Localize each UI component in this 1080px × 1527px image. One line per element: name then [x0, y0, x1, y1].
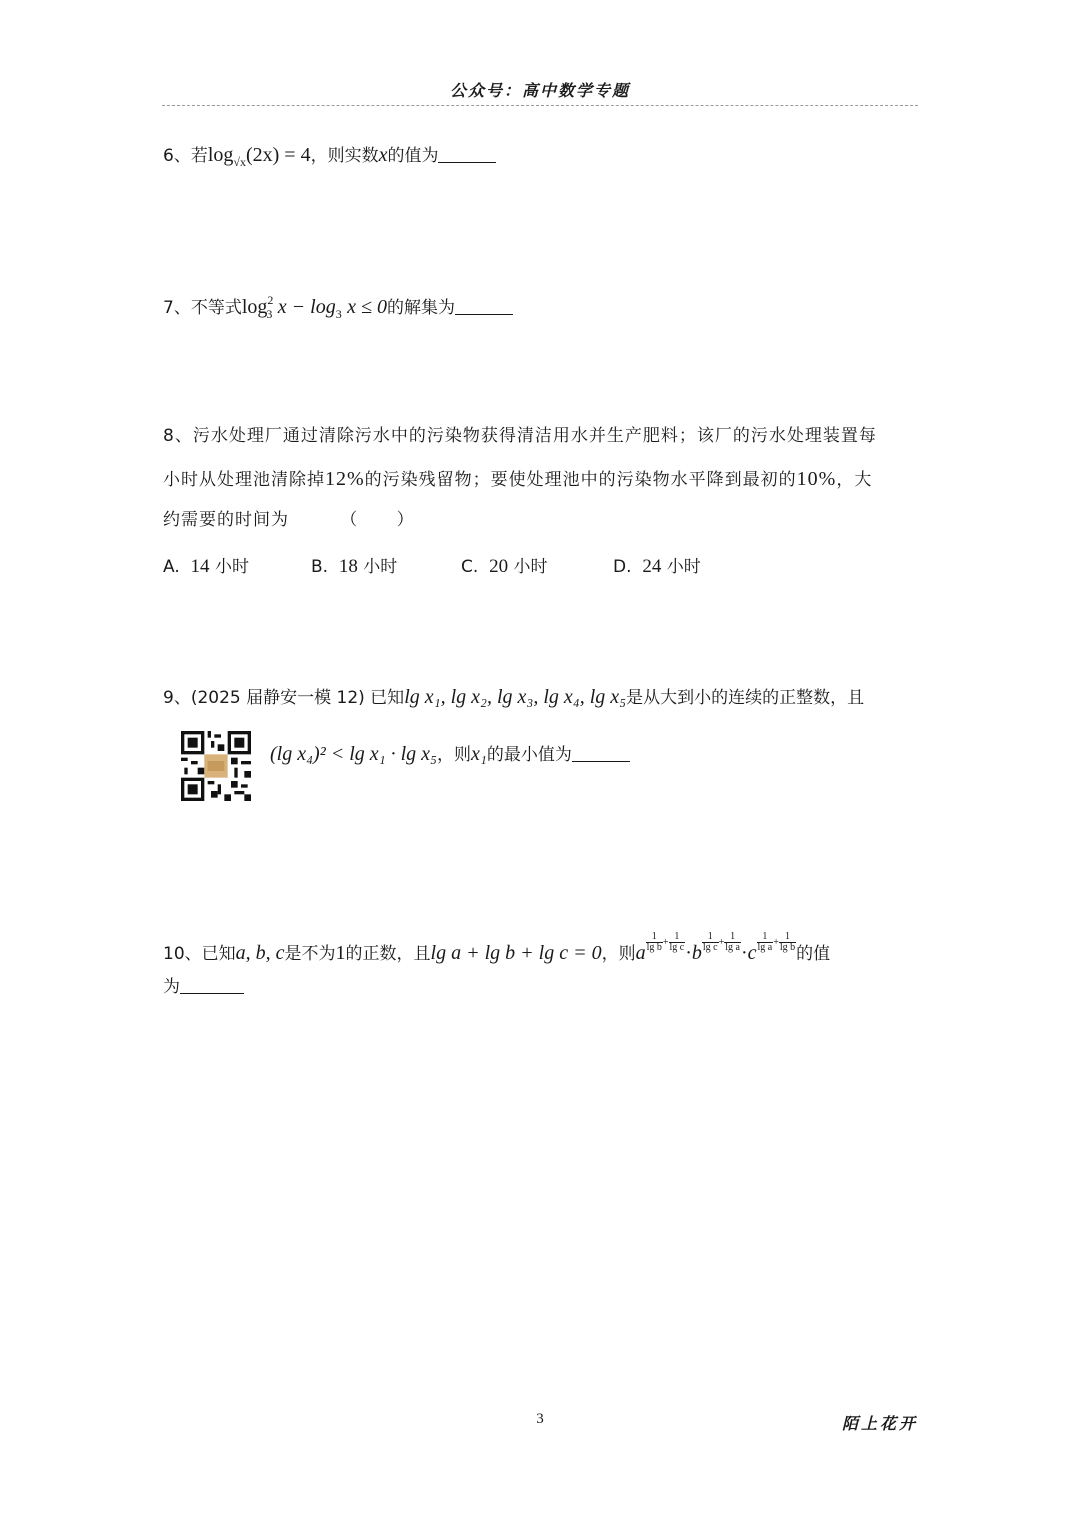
q10-mid3: ，则 — [601, 943, 636, 964]
q10-dot-2: · — [740, 941, 748, 964]
q6-log: log — [207, 144, 234, 166]
qr-code-image[interactable] — [181, 731, 251, 801]
q7-answer-blank — [455, 296, 513, 315]
q7-sup: 2 — [267, 293, 274, 307]
q10-exp-b-plus: + — [718, 936, 725, 948]
q8-text-b: 的污染残留物；要使处理池中的污染物水平降到最初的 — [364, 470, 797, 490]
q6-arg: (2x) = 4 — [245, 144, 311, 166]
q7-expr3: x ≤ 0 — [347, 296, 387, 318]
option-d-letter: D. — [613, 557, 632, 577]
q10-exp-c-n1: 1 — [757, 932, 774, 943]
q10-exp-b-n2: 1 — [724, 932, 741, 943]
option-b — [311, 552, 397, 578]
question-10-line-1 — [163, 932, 830, 967]
q9-mid: ，则 — [436, 745, 471, 765]
question-7 — [163, 287, 513, 327]
q10-mid1: 是不为 — [284, 943, 336, 964]
q10-base-a: a — [635, 941, 646, 964]
question-6 — [163, 142, 496, 175]
question-9-line-1 — [163, 684, 864, 711]
q10-exp-c-plus: + — [773, 936, 779, 948]
q10-line2: 为 — [163, 977, 180, 997]
option-d-unit: 小时 — [666, 557, 701, 577]
question-10-line-2 — [163, 974, 244, 1000]
q7-sub1: 3 — [266, 307, 273, 321]
q10-prefix: 10、已知 — [163, 943, 236, 964]
option-c — [461, 552, 548, 578]
q10-dot-1: · — [685, 941, 692, 964]
q10-answer-blank — [180, 975, 244, 994]
q7-log1: log — [241, 296, 268, 318]
footer-brand: 陌上花开 — [842, 1414, 919, 1433]
q10-base-b: b — [691, 941, 702, 964]
q6-base: √x — [233, 155, 246, 169]
q10-one: 1 — [335, 941, 346, 964]
q10-exp-c-d1: lg a — [757, 942, 773, 953]
question-8-line-2 — [163, 466, 872, 493]
option-c-letter: C. — [461, 557, 479, 577]
q9-var: x₁ — [470, 743, 487, 765]
q8-pct-2: 10% — [796, 468, 837, 490]
option-a — [163, 552, 249, 578]
q10-exp-b — [702, 932, 741, 953]
q8-text-c: ，大 — [836, 470, 873, 490]
question-8-line-1: 8、污水处理厂通过清除污水中的污染物获得清洁用水并生产肥料；该厂的污水处理装置每 — [163, 426, 877, 446]
q9-suffix: 是从大到小的连续的正整数，且 — [626, 688, 865, 708]
option-d-value: 24 — [642, 556, 662, 577]
q6-number: 6、若 — [163, 146, 208, 166]
q10-exp-b-n1: 1 — [702, 932, 719, 943]
q7-sub2: 3 — [335, 307, 342, 321]
q10-exp-b-d2: lg a — [725, 942, 740, 953]
q6-rest: ，则实数 — [310, 146, 379, 166]
option-b-letter: B. — [311, 557, 329, 577]
option-a-unit: 小时 — [214, 557, 249, 577]
q10-exp-a — [646, 932, 686, 953]
option-b-value: 18 — [338, 556, 358, 577]
q9-prefix: 9、(2025 届静安一模 12) 已知 — [163, 688, 405, 708]
q10-exp-c-n2: 1 — [779, 932, 796, 943]
q10-exp-a-d1: lg b — [646, 942, 662, 953]
q8-pct-1: 12% — [325, 468, 365, 490]
q9-tail: 的最小值为 — [486, 745, 572, 765]
page-number: 3 — [536, 1411, 544, 1427]
q7-tail: 的解集为 — [387, 298, 455, 318]
q6-answer-blank — [438, 144, 496, 163]
option-d — [613, 552, 701, 578]
option-c-value: 20 — [489, 556, 509, 577]
q9-seq: lg x₁, lg x₂, lg x₃, lg x₄, lg x₅ — [404, 686, 627, 708]
header-divider — [162, 105, 918, 106]
option-a-value: 14 — [190, 556, 210, 577]
q10-base-c: c — [747, 941, 757, 964]
option-a-letter: A. — [163, 557, 180, 577]
option-b-unit: 小时 — [363, 557, 398, 577]
q9-inequality: (lg x₄)² < lg x₁ · lg x₅ — [270, 743, 437, 765]
header-title: 公众号：高中数学专题 — [449, 81, 630, 100]
question-8-line-3: 约需要的时间为 （ ） — [163, 510, 415, 530]
q10-exp-a-plus: + — [662, 936, 669, 948]
q10-exp-a-n1: 1 — [646, 932, 663, 943]
q10-mid2: 的正数，且 — [345, 943, 431, 964]
q10-vars: a, b, c — [235, 941, 285, 964]
q10-exp-c — [757, 932, 797, 953]
q10-exp-a-d2: lg c — [669, 942, 685, 953]
q10-exp-a-n2: 1 — [669, 932, 686, 943]
q9-answer-blank — [572, 743, 630, 762]
q10-exp-c-d2: lg b — [779, 942, 796, 953]
q10-exp-b-d1: lg c — [702, 942, 718, 953]
q6-var: x — [378, 144, 388, 166]
question-9-line-2 — [270, 741, 630, 768]
option-c-unit: 小时 — [513, 557, 548, 577]
q7-number: 7、不等式 — [163, 298, 242, 318]
q10-tail: 的值 — [796, 943, 831, 964]
q7-expr2: x − log — [277, 296, 336, 318]
q10-condition: lg a + lg b + lg c = 0 — [430, 941, 602, 964]
q8-text-a: 小时从处理池清除掉 — [163, 470, 325, 490]
q6-tail: 的值为 — [387, 146, 439, 166]
